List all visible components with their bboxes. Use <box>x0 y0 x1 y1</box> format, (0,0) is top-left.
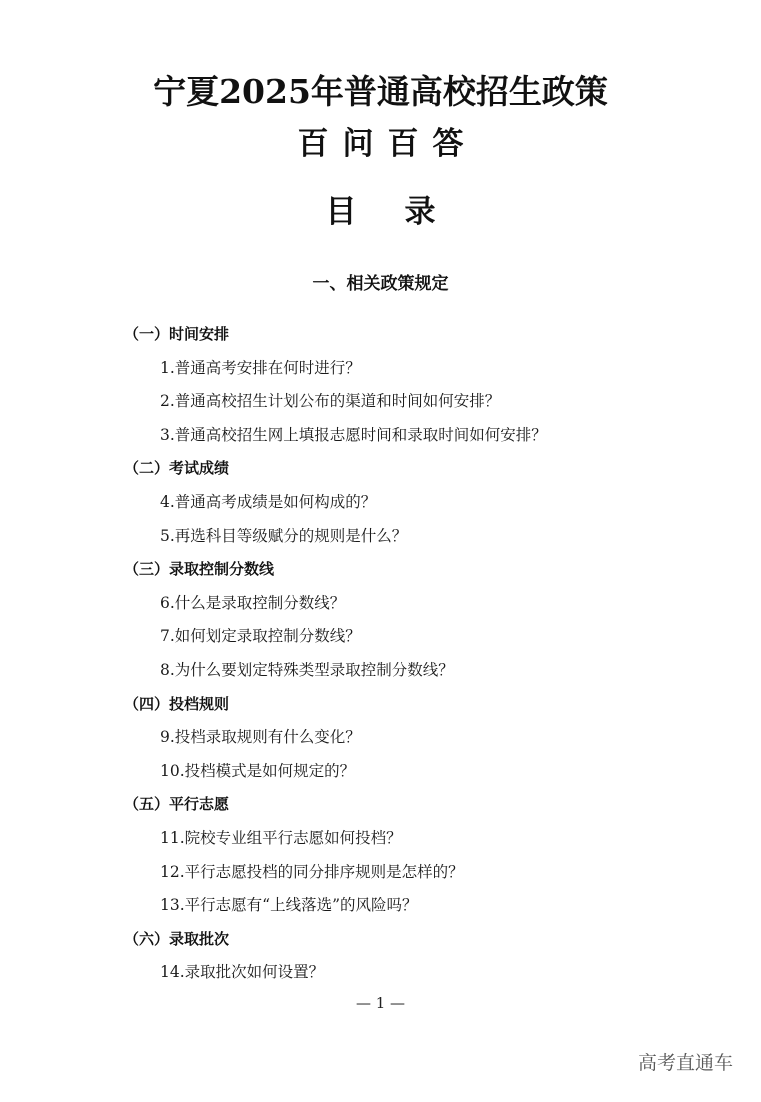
toc-item[interactable]: 2.普通高校招生计划公布的渠道和时间如何安排？ <box>160 392 501 411</box>
watermark-text: 高考直通车 <box>637 1052 733 1074</box>
toc-item[interactable]: 4.普通高考成绩是如何构成的？ <box>160 492 377 511</box>
document-title: 宁夏2025年普通高校招生政策 <box>153 72 608 111</box>
toc-group-heading: （六）录取批次 <box>124 929 230 948</box>
toc-item[interactable]: 14.录取批次如何设置？ <box>160 963 325 982</box>
toc-item[interactable]: 6.什么是录取控制分数线？ <box>160 593 346 612</box>
toc-item[interactable]: 9.投档录取规则有什么变化？ <box>160 728 361 747</box>
toc-item[interactable]: 3.普通高校招生网上填报志愿时间和录取时间如何安排？ <box>160 425 547 444</box>
toc-item[interactable]: 5.再选科目等级赋分的规则是什么？ <box>160 526 408 545</box>
toc-item[interactable]: 12.平行志愿投档的同分排序规则是怎样的？ <box>160 862 464 881</box>
toc-group-heading: （一）时间安排 <box>124 325 230 343</box>
document-subtitle: 百问百答 <box>297 126 478 162</box>
toc-item[interactable]: 8.为什么要划定特殊类型录取控制分数线？ <box>160 660 454 679</box>
toc-item[interactable]: 1.普通高考安排在何时进行？ <box>160 358 361 377</box>
table-of-contents <box>124 318 684 990</box>
section-heading: 一、相关政策规定 <box>312 274 449 294</box>
toc-title: 目录 <box>325 194 484 230</box>
toc-group-heading: （三）录取控制分数线 <box>124 560 275 579</box>
page-number: — 1 — <box>355 994 406 1012</box>
toc-item[interactable]: 13.平行志愿有“上线落选”的风险吗？ <box>160 896 418 915</box>
toc-item[interactable]: 7.如何划定录取控制分数线？ <box>160 627 361 646</box>
toc-item[interactable]: 10.投档模式是如何规定的？ <box>160 761 356 780</box>
toc-group-heading: （四）投档规则 <box>124 694 230 713</box>
toc-group-heading: （二）考试成绩 <box>124 459 230 478</box>
toc-item[interactable]: 11.院校专业组平行志愿如何投档？ <box>160 828 402 847</box>
toc-group-heading: （五）平行志愿 <box>124 795 230 814</box>
